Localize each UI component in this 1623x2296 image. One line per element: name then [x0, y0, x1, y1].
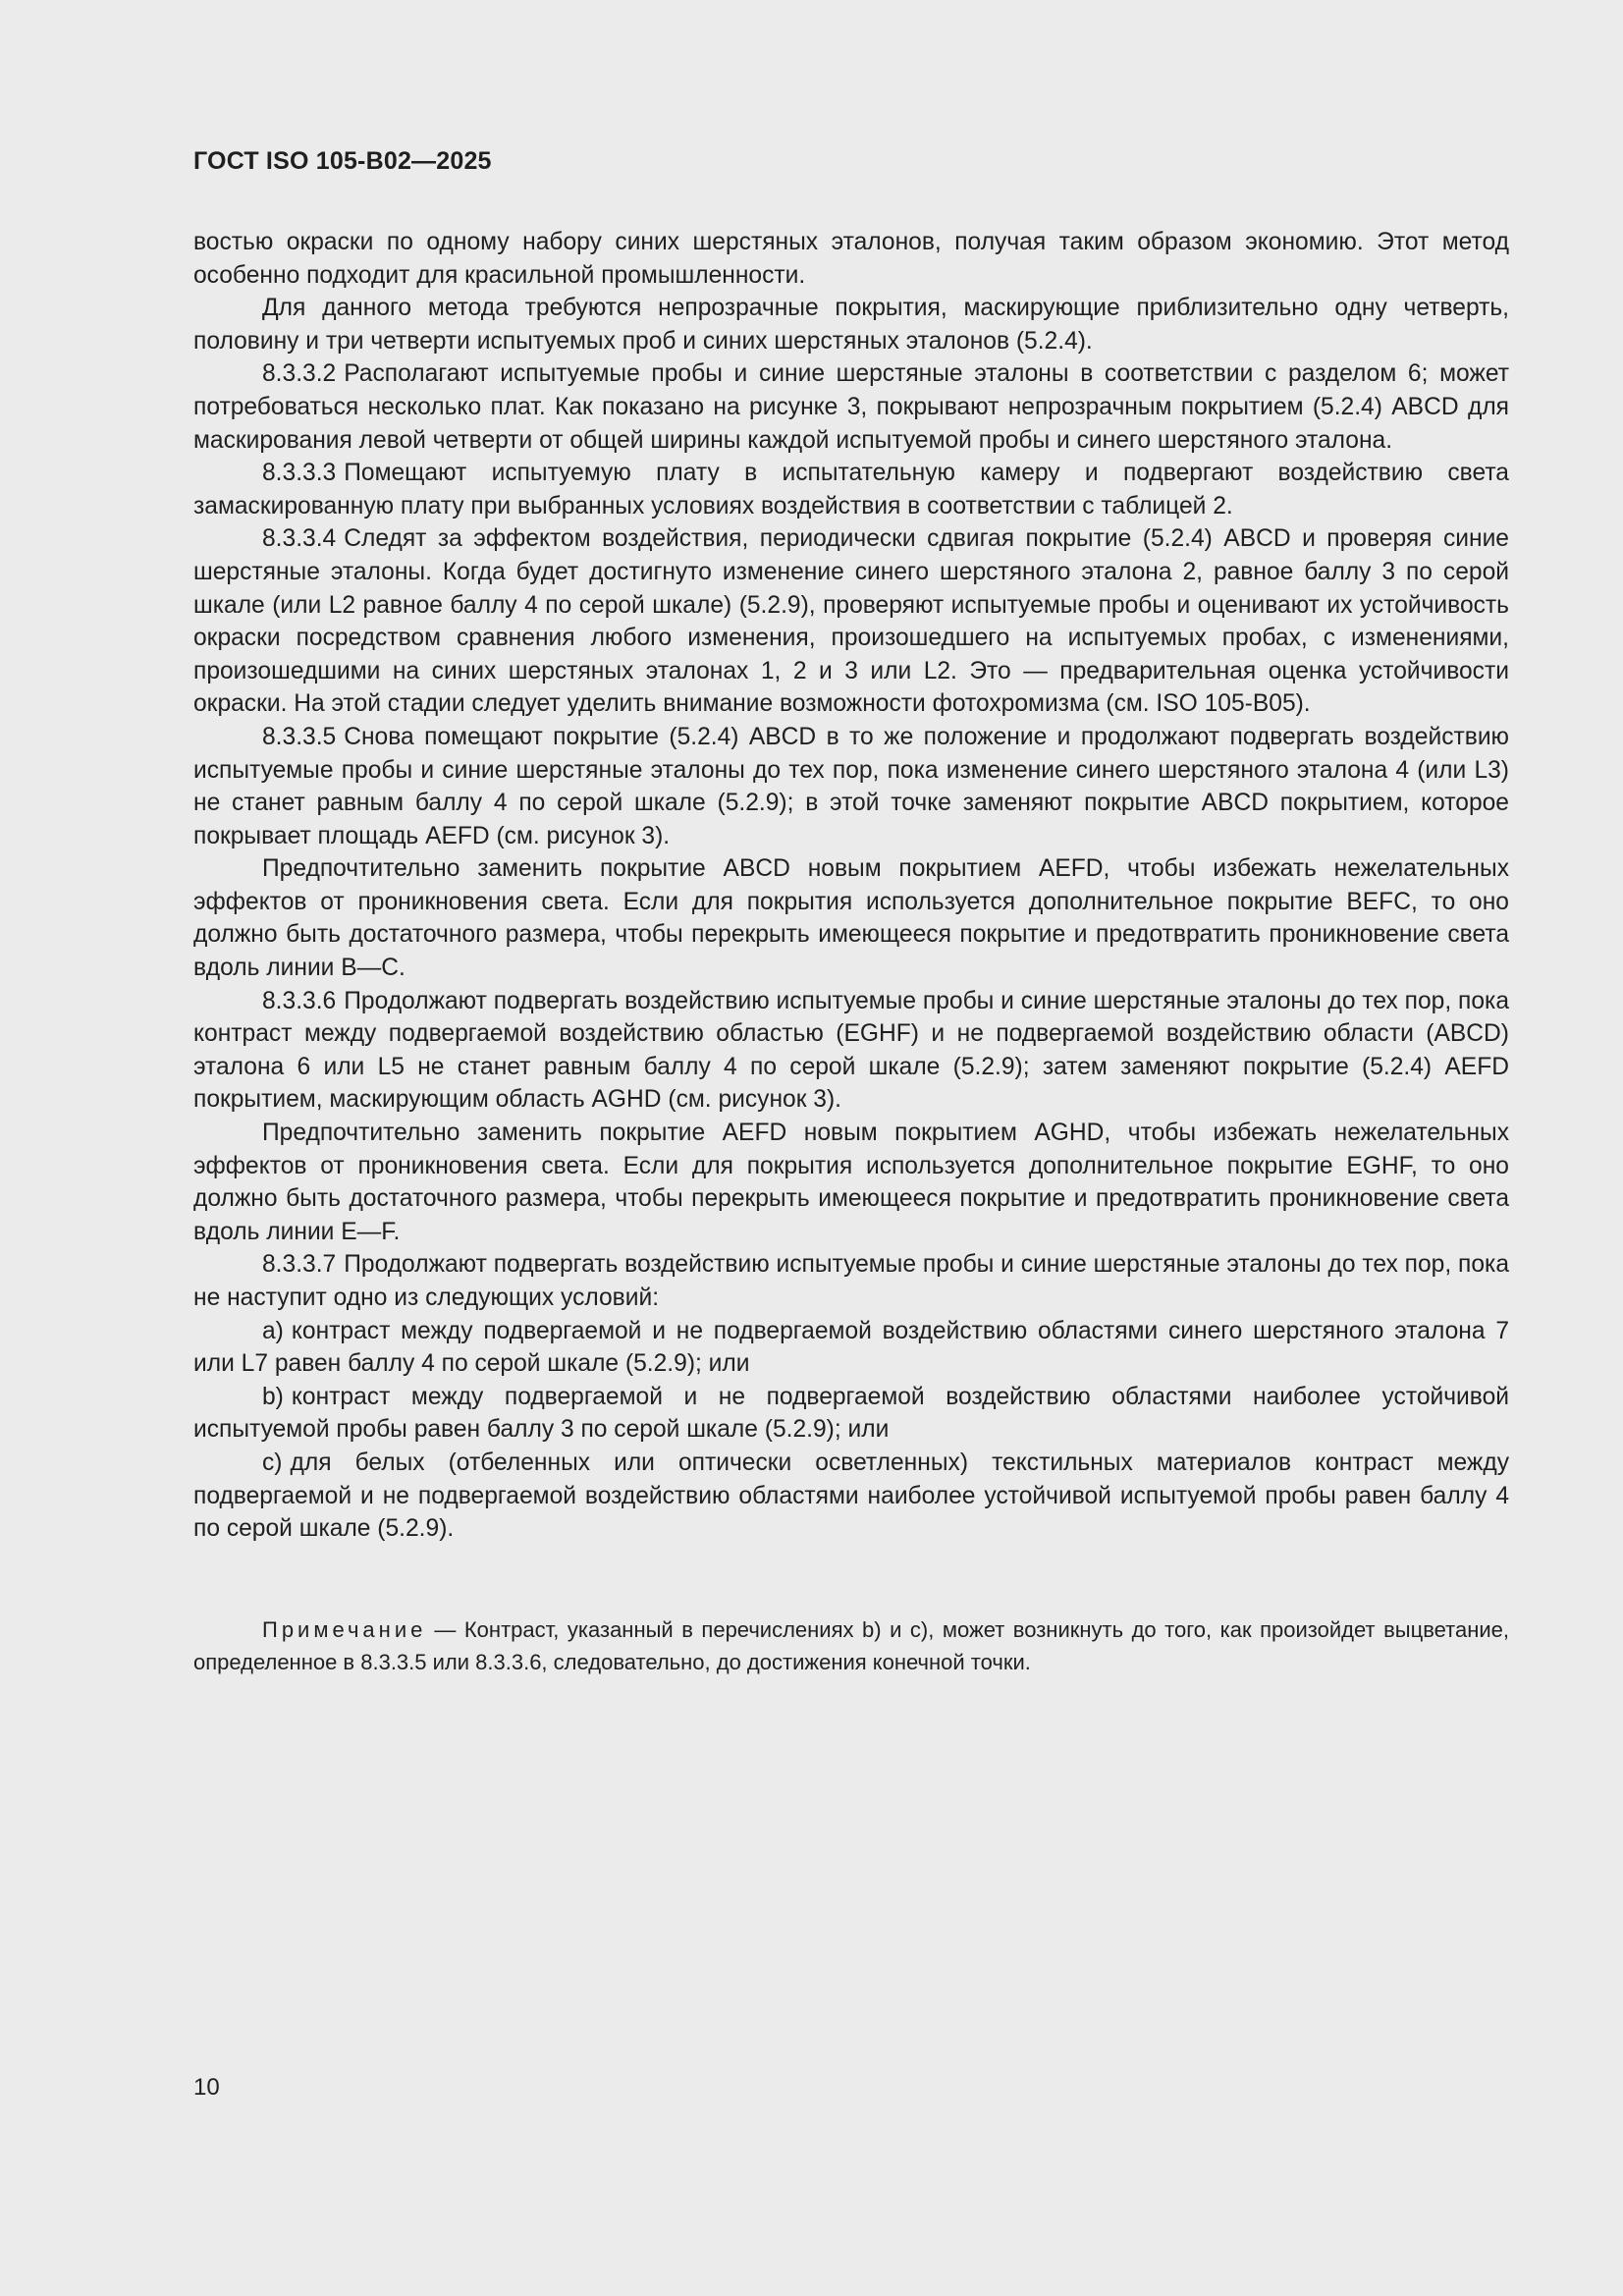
paragraph-text: Следят за эффектом воздействия, периодически сдвигая покрытие (5.2.4) ABCD и проверяя синие шерстяные эталоны. Когда будет достигнуто изменение синего шерстяного эталона 2, равное баллу 3 по серой шкале (или L2 равное баллу 4 по серой шкале) (5.2.9), проверяют испытуемые пробы и оценивают их устойчивость окраски посредством сравнения любого изменения, произошедшего на испытуемых пробах, с изменениями, произошедшими на синих шерстяных эталонах 1, 2 и 3 или L2. Это — предварительная оценка устойчивости окраски. На этой стадии следует уделить внимание возможности фотохромизма (см. ISO 105-B05). — [193, 525, 1509, 718]
clause-number: 8.3.3.3 — [262, 460, 337, 487]
paragraph — [193, 292, 1509, 357]
clause-8-3-3-6 — [193, 985, 1509, 1117]
paragraph-text: контраст между подвергаемой и не подвергаемой воздействию областями наиболее устойчивой испытуемой пробы равен баллу 3 по серой шкале (5.2.9); или — [193, 1383, 1509, 1444]
clause-number: 8.3.3.4 — [262, 525, 337, 553]
paragraph-text: Предпочтительно заменить покрытие ABCD новым покрытием AEFD, чтобы избежать нежелательных эффектов от проникновения света. Если для покрытия используется дополнительное покрытие BEFC, то оно должно быть достаточного размера, чтобы перекрыть имеющееся покрытие и предотвратить проникновение света вдоль линии B—C. — [193, 855, 1509, 982]
paragraph — [193, 1117, 1509, 1248]
clause-8-3-3-5 — [193, 721, 1509, 852]
clause-8-3-3-3 — [193, 457, 1509, 522]
list-item-c — [193, 1447, 1509, 1546]
note — [193, 1613, 1509, 1678]
paragraph-text: контраст между подвергаемой и не подвергаемой воздействию областями синего шерстяного эталона 7 или L7 равен баллу 4 по серой шкале (5.2.9); или — [193, 1317, 1509, 1378]
paragraph-text: для белых (отбеленных или оптически осветленных) текстильных материалов контраст между подвергаемой и не подвергаемой воздействию областями наиболее устойчивой испытуемой пробы равен баллу 4 по серой шкале (5.2.9). — [193, 1449, 1509, 1543]
paragraph-text: Помещают испытуемую плату в испытательную камеру и подвергают воздействию света замаскированную плату при выбранных условиях воздействия в соответствии с таблицей 2. — [193, 460, 1509, 519]
note-label: Примечание — [262, 1617, 427, 1642]
page-header: ГОСТ ISO 105-B02—2025 — [193, 147, 492, 175]
paragraph — [193, 226, 1509, 292]
clause-number: 8.3.3.6 — [262, 987, 337, 1014]
clause-number: 8.3.3.2 — [262, 360, 337, 388]
clause-number: 8.3.3.5 — [262, 723, 337, 750]
paragraph-text: Продолжают подвергать воздействию испытуемые пробы и синие шерстяные эталоны до тех пор, пока не наступит одно из следующих условий: — [193, 1251, 1509, 1311]
clause-8-3-3-7 — [193, 1248, 1509, 1314]
list-marker: b) — [262, 1383, 284, 1410]
paragraph-text: Продолжают подвергать воздействию испытуемые пробы и синие шерстяные эталоны до тех пор, пока контраст между подвергаемой воздействию областью (EGHF) и не подвергаемой воздействию области (ABCD) эталона 6 или L5 не станет равным баллу 4 по серой шкале (5.2.9); затем заменяют покрытие (5.2.4) AEFD покрытием, маскирующим область AGHD (см. рисунок 3). — [193, 987, 1509, 1114]
clause-number: 8.3.3.7 — [262, 1251, 337, 1279]
paragraph-text: Снова помещают покрытие (5.2.4) ABCD в то же положение и продолжают подвергать воздействию испытуемые пробы и синие шерстяные эталоны до тех пор, пока изменение синего шерстяного эталона 4 (или L3) не станет равным баллу 4 по серой шкале (5.2.9); в этой точке заменяют покрытие ABCD покрытием, которое покрывает площадь AEFD (см. рисунок 3). — [193, 723, 1509, 849]
list-marker: c) — [262, 1449, 283, 1476]
body-text — [193, 226, 1509, 1546]
paragraph-text: Для данного метода требуются непрозрачные покрытия, маскирующие приблизительно одну четверть, половину и три четверти испытуемых проб и синих шерстяных эталонов (5.2.4). — [193, 295, 1509, 355]
list-item-b — [193, 1381, 1509, 1447]
list-item-a — [193, 1315, 1509, 1381]
list-marker: a) — [262, 1317, 284, 1344]
paragraph-text: востью окраски по одному набору синих шерстяных эталонов, получая таким образом экономию. Этот метод особенно подходит для красильной промышленности. — [193, 229, 1509, 289]
paragraph-text: Предпочтительно заменить покрытие AEFD новым покрытием AGHD, чтобы избежать нежелательных эффектов от проникновения света. Если для покрытия используется дополнительное покрытие EGHF, то оно должно быть достаточного размера, чтобы перекрыть имеющееся покрытие и предотвратить проникновение света вдоль линии E—F. — [193, 1120, 1509, 1245]
clause-8-3-3-2 — [193, 357, 1509, 457]
paragraph — [193, 852, 1509, 984]
note-text: — Контраст, указанный в перечислениях b) и c), может возникнуть до того, как произойдет выцветание, определенное в 8.3.3.5 или 8.3.3.6, следовательно, до достижения конечной точки. — [193, 1617, 1509, 1674]
page-number: 10 — [193, 2074, 220, 2101]
paragraph-text: Располагают испытуемые пробы и синие шерстяные эталоны в соответствии с разделом 6; может потребоваться несколько плат. Как показано на рисунке 3, покрывают непрозрачным покрытием (5.2.4) ABCD для маскирования левой четверти от общей ширины каждой испытуемой пробы и синего шерстяного эталона. — [193, 360, 1509, 454]
clause-8-3-3-4 — [193, 522, 1509, 721]
